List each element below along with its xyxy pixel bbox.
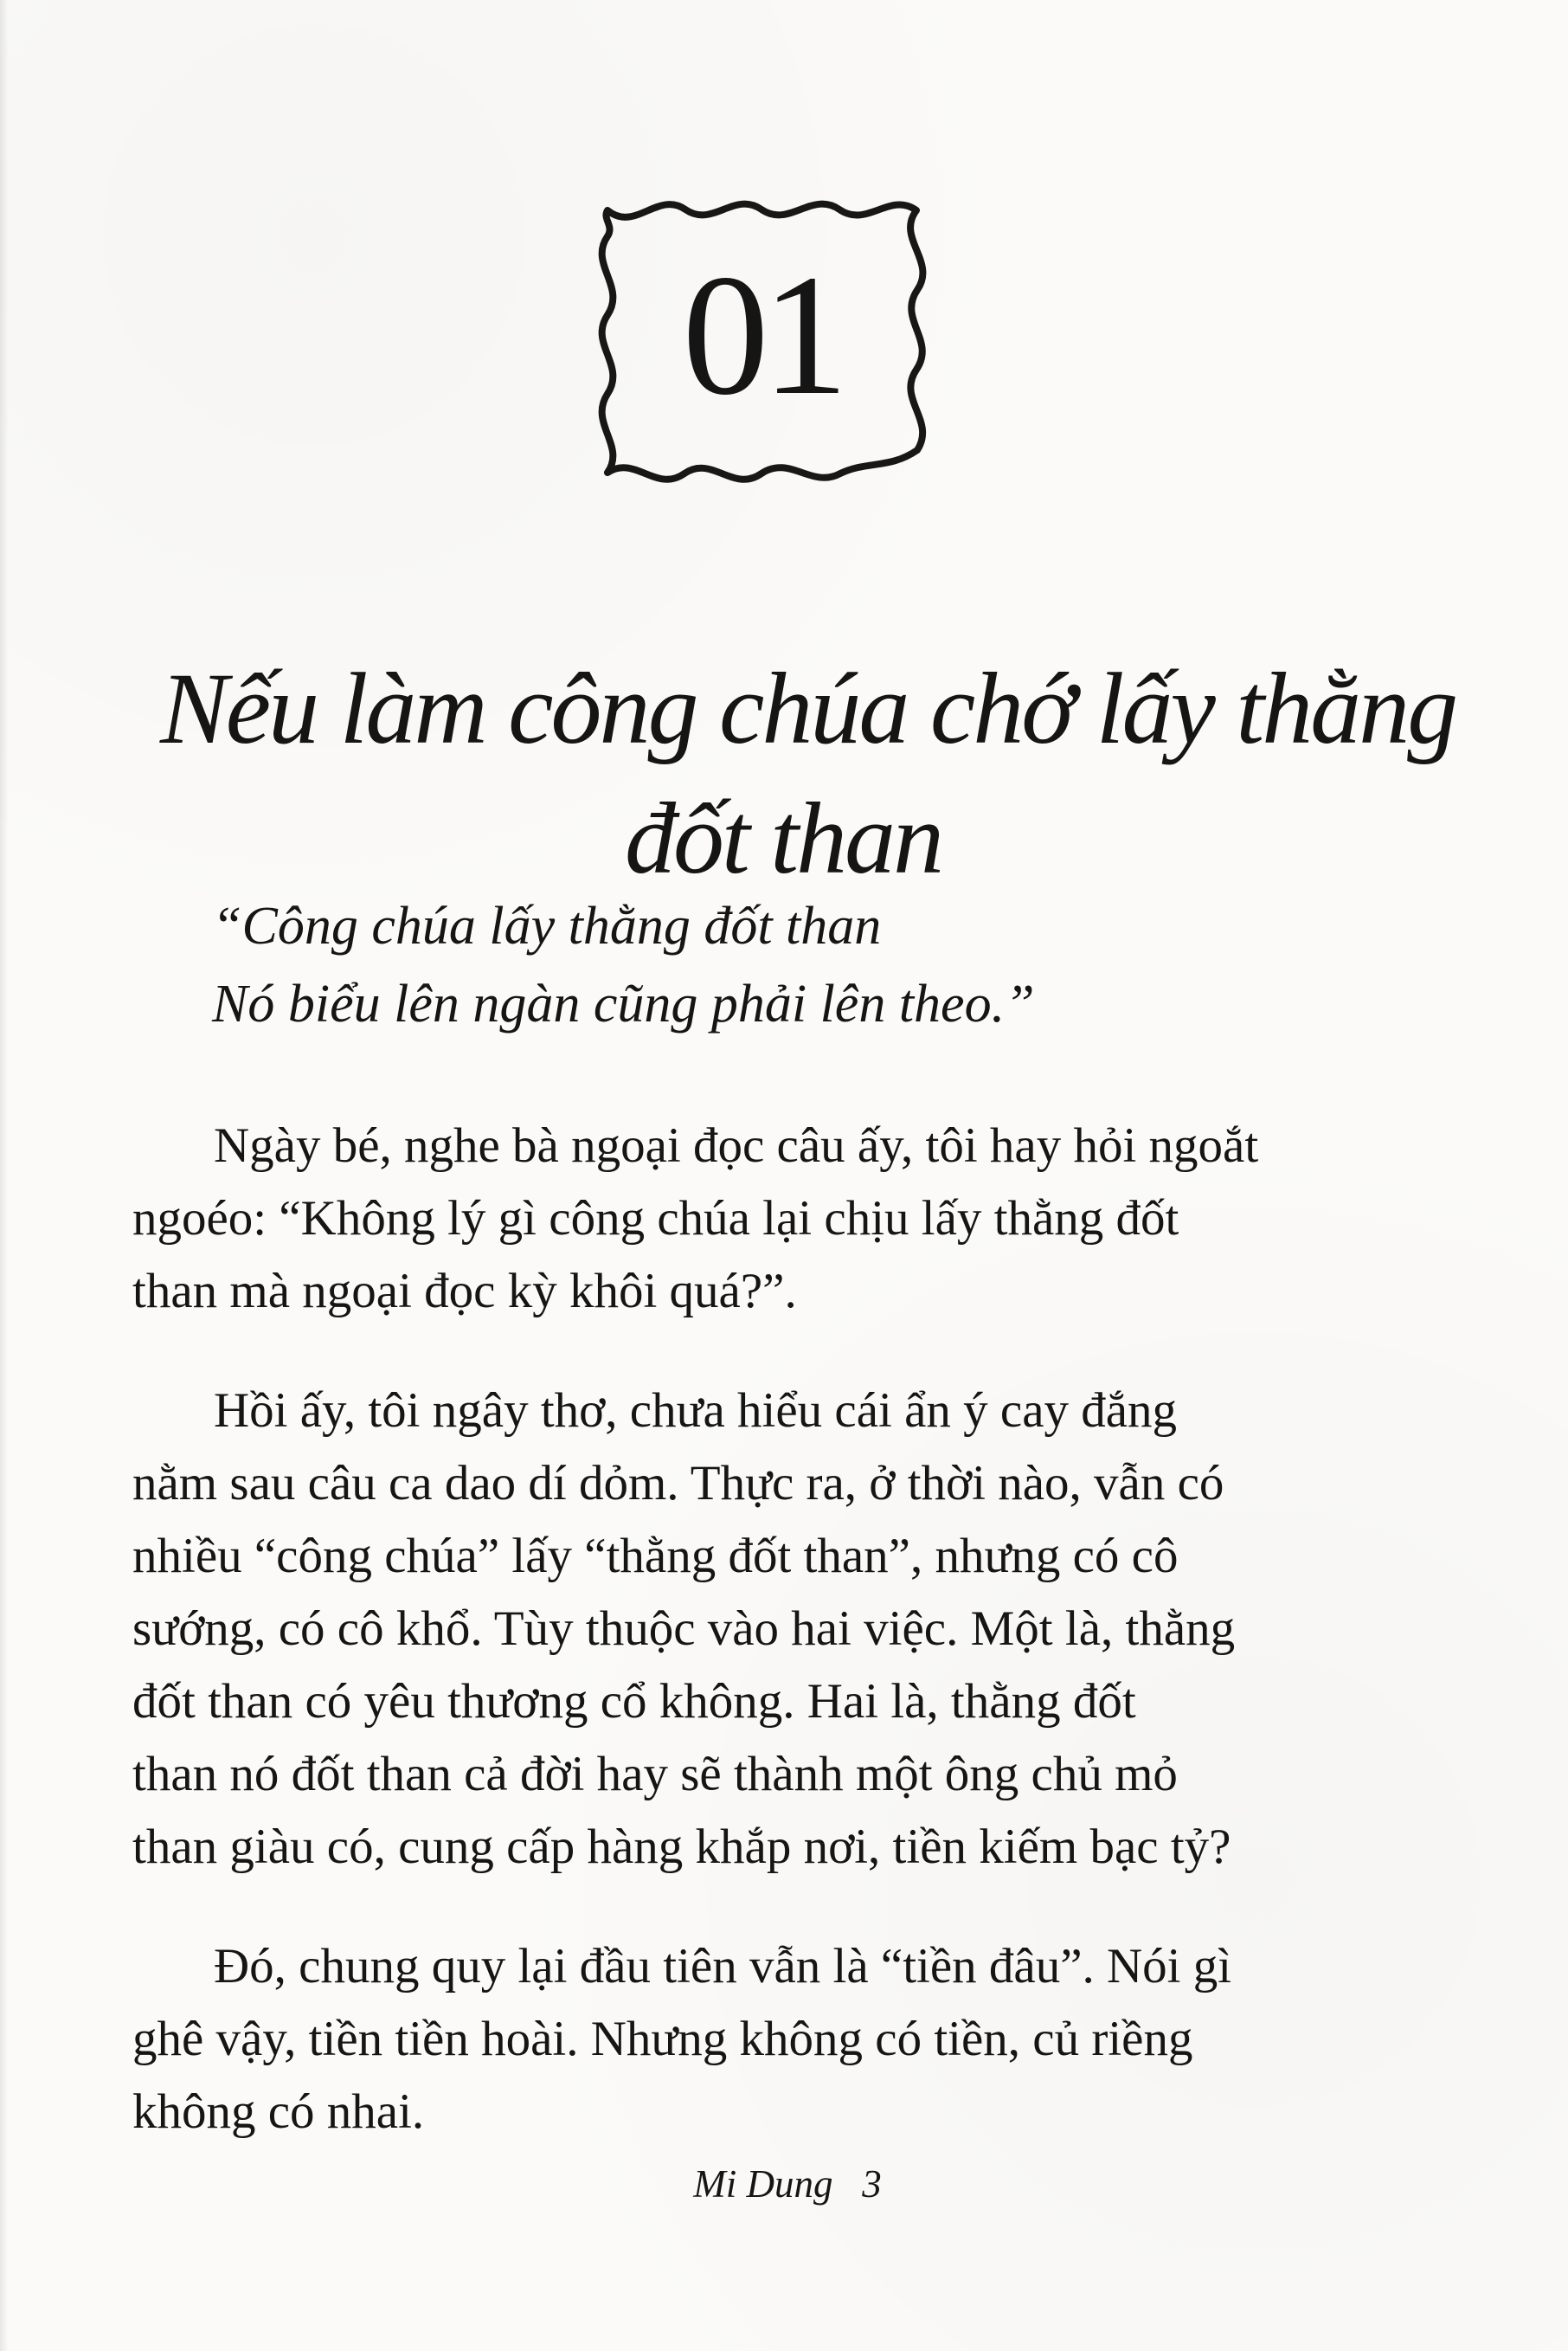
paragraph-2-line-2: nằm sau câu ca dao dí dỏm. Thực ra, ở thời nào, vẫn có bbox=[132, 1456, 1224, 1510]
paragraph-1-line-2: ngoéo: “Không lý gì công chúa lại chịu lấy thằng đốt bbox=[132, 1191, 1179, 1246]
quote-line-1: “Công chúa lấy thằng đốt than bbox=[212, 897, 882, 956]
chapter-number-frame bbox=[587, 195, 937, 502]
paragraph-2-line-7: than giàu có, cung cấp hàng khắp nơi, tiền kiếm bạc tỷ? bbox=[132, 1820, 1231, 1874]
paragraph-2-line-6: than nó đốt than cả đời hay sẽ thành một ông chủ mỏ bbox=[132, 1747, 1178, 1801]
chapter-number: 01 bbox=[682, 240, 842, 431]
chapter-title-line-2: đốt than bbox=[624, 782, 942, 896]
paragraph-3 bbox=[132, 1930, 1387, 2148]
body-text bbox=[132, 1110, 1387, 2195]
paragraph-3-line-1: Đó, chung quy lại đầu tiên vẫn là “tiền đâu”. Nói gì bbox=[214, 1939, 1232, 1994]
folk-verse-quote bbox=[212, 887, 1380, 1043]
quote-line-2: Nó biểu lên ngàn cũng phải lên theo.” bbox=[212, 975, 1035, 1034]
paragraph-1 bbox=[132, 1110, 1387, 1328]
page-gutter-shadow bbox=[0, 0, 9, 2351]
paragraph-3-line-3: không có nhai. bbox=[132, 2084, 425, 2139]
paragraph-2 bbox=[132, 1375, 1387, 1884]
paragraph-3-line-2: ghê vậy, tiền tiền hoài. Nhưng không có tiền, củ riềng bbox=[132, 2012, 1193, 2066]
paragraph-1-line-3: than mà ngoại đọc kỳ khôi quá?”. bbox=[132, 1264, 797, 1318]
paragraph-2-line-4: sướng, có cô khổ. Tùy thuộc vào hai việc. Một là, thằng bbox=[132, 1601, 1236, 1656]
chapter-title-line-1: Nếu làm công chúa chớ lấy thằng bbox=[160, 652, 1456, 766]
page-number: 3 bbox=[862, 2162, 882, 2206]
page-footer bbox=[658, 2158, 917, 2210]
paragraph-2-line-3: nhiều “công chúa” lấy “thằng đốt than”, nhưng có cô bbox=[132, 1529, 1179, 1583]
paragraph-2-line-5: đốt than có yêu thương cổ không. Hai là, thằng đốt bbox=[132, 1674, 1136, 1729]
paragraph-2-line-1: Hồi ấy, tôi ngây thơ, chưa hiểu cái ẩn ý cay đắng bbox=[214, 1383, 1178, 1438]
chapter-title bbox=[160, 644, 1456, 904]
paragraph-1-line-1: Ngày bé, nghe bà ngoại đọc câu ấy, tôi hay hỏi ngoắt bbox=[214, 1118, 1259, 1173]
footer-author: Mi Dung bbox=[693, 2162, 833, 2206]
